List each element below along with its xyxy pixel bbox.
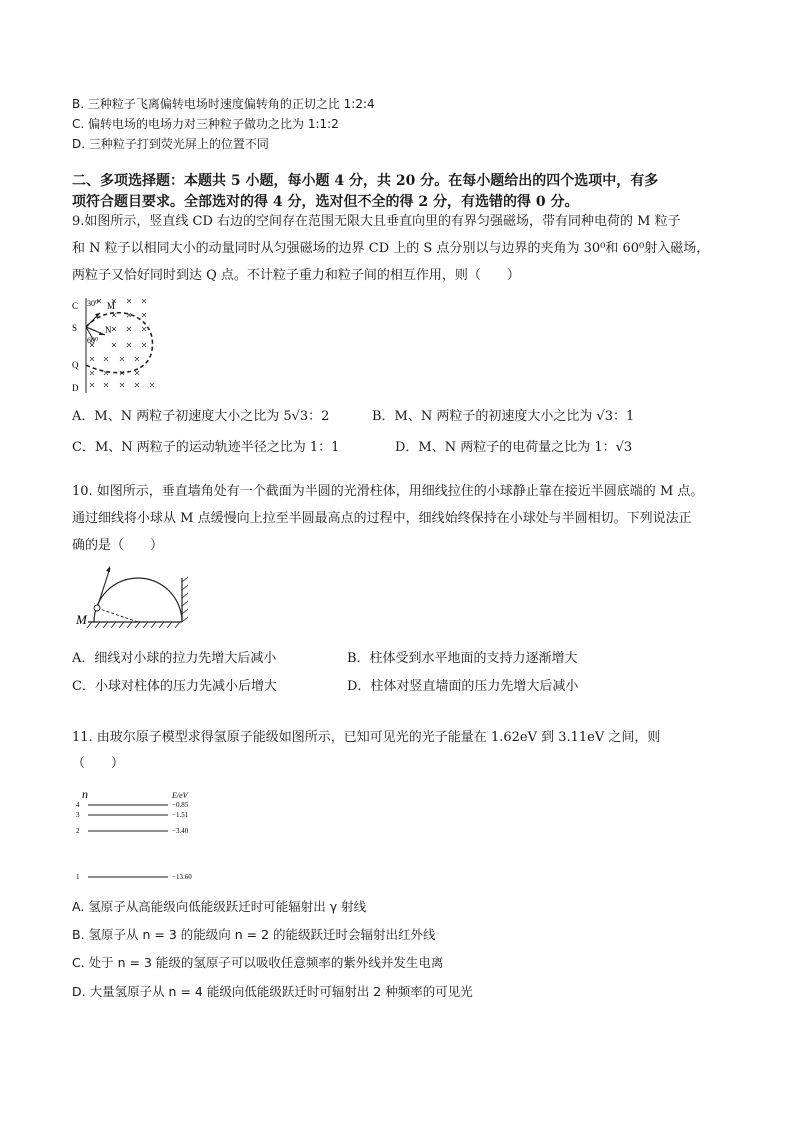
level-3-energy: −1.51 — [172, 811, 189, 819]
q10-stem-line2: 通过细线将小球从 M 点缓慢向上拉至半圆最高点的过程中，细线始终保持在小球处与半圆相切。下列说法正 — [72, 511, 692, 526]
label-c: C — [72, 301, 79, 311]
q8-option-b: B. 三种粒子飞离偏转电场时速度偏转角的正切之比 1:2:4 — [72, 97, 375, 111]
q11-option-a: A. 氢原子从高能级向低能级跃迁时可能辐射出 γ 射线 — [72, 899, 367, 914]
q11-stem-line2: （ ） — [72, 756, 125, 771]
label-s: S — [72, 323, 78, 333]
q10-option-b: B．柱体受到水平地面的支持力逐渐增大 — [347, 651, 578, 666]
q11-option-b: B. 氢原子从 n = 3 的能级向 n = 2 的能级跃迁时会辐射出红外线 — [72, 927, 436, 942]
label-angle-30: 30⁰ — [87, 299, 99, 308]
q9-option-b: B．M、N 两粒子的初速度大小之比为 √3：1 — [372, 409, 635, 424]
q9-stem-line3: 两粒子又恰好同时到达 Q 点。不计粒子重力和粒子间的相互作用，则（ ） — [72, 268, 520, 283]
q11-option-c: C. 处于 n = 3 能级的氢原子可以吸收任意频率的紫外线并发生电离 — [72, 955, 444, 970]
q10-stem-line3: 确的是（ ） — [72, 538, 164, 553]
q9-option-d: D．M、N 两粒子的电荷量之比为 1：√3 — [395, 440, 633, 455]
q11-stem-line1: 11. 由玻尔原子模型求得氢原子能级如图所示，已知可见光的光子能量在 1.62eV 到 3.11eV 之间，则 — [72, 730, 661, 745]
q9-option-c: C．M、N 两粒子的运动轨迹半径之比为 1：1 — [72, 440, 340, 455]
q9-option-a: A．M、N 两粒子初速度大小之比为 5√3：2 — [72, 409, 330, 424]
level-4-energy: −0.85 — [172, 801, 189, 809]
q11-option-d: D. 大量氢原子从 n = 4 能级向低能级跃迁时可辐射出 2 种频率的可见光 — [72, 984, 473, 999]
section2-heading-line2: 项符合题目要求。全部选对的得 4 分，选对但不全的得 2 分，有选错的得 0 分。 — [72, 194, 579, 210]
ground-hatching — [87, 622, 180, 628]
label-angle-60: 60⁰ — [87, 336, 99, 345]
label-energy-axis: E/eV — [172, 791, 188, 800]
label-n-particle: N — [105, 325, 112, 335]
wall-hatching — [182, 577, 188, 622]
level-2-n: 2 — [76, 827, 80, 835]
q10-option-c: C．小球对柱体的压力先减小后增大 — [72, 679, 277, 694]
q10-semicircle-figure — [70, 560, 200, 630]
section2-heading-line1: 二、多项选择题：本题共 5 小题，每小题 4 分，共 20 分。在每小题给出的四个选项中，有多 — [72, 173, 659, 189]
q10-option-a: A．细线对小球的拉力先增大后减小 — [72, 651, 277, 666]
field-cross-marks — [90, 299, 154, 387]
q10-stem-line1: 10. 如图所示，垂直墙角处有一个截面为半圆的光滑柱体，用细线拉住的小球静止靠在接近半圆底端的 M 点。 — [72, 484, 704, 499]
q10-option-d: D．柱体对竖直墙面的压力先增大后减小 — [347, 679, 579, 694]
q9-stem-line2: 和 N 粒子以相同大小的动量同时从匀强磁场的边界 CD 上的 S 点分别以与边界的夹角为 30⁰和 60⁰射入磁场， — [72, 241, 710, 256]
label-m-particle: M — [107, 301, 116, 311]
q9-stem-line1: 9.如图所示，竖直线 CD 右边的空间存在范围无限大且垂直向里的有界匀强磁场，带有同种电荷的 M 粒子 — [72, 214, 681, 229]
level-1-energy: −13.60 — [172, 873, 192, 881]
level-4-n: 4 — [76, 801, 80, 809]
q9-magnetic-field-figure — [70, 295, 170, 397]
level-2-energy: −3.40 — [172, 827, 189, 835]
label-n-axis: n — [82, 787, 88, 801]
q8-option-d: D. 三种粒子打到荧光屏上的位置不同 — [72, 137, 269, 151]
q8-option-c: C. 偏转电场的电场力对三种粒子做功之比为 1:1:2 — [72, 117, 339, 131]
level-1-n: 1 — [76, 873, 80, 881]
label-m-point: M — [76, 612, 87, 627]
label-d: D — [72, 383, 79, 393]
q11-energy-level-figure — [72, 786, 222, 886]
level-3-n: 3 — [76, 811, 80, 819]
label-q: Q — [72, 360, 79, 370]
